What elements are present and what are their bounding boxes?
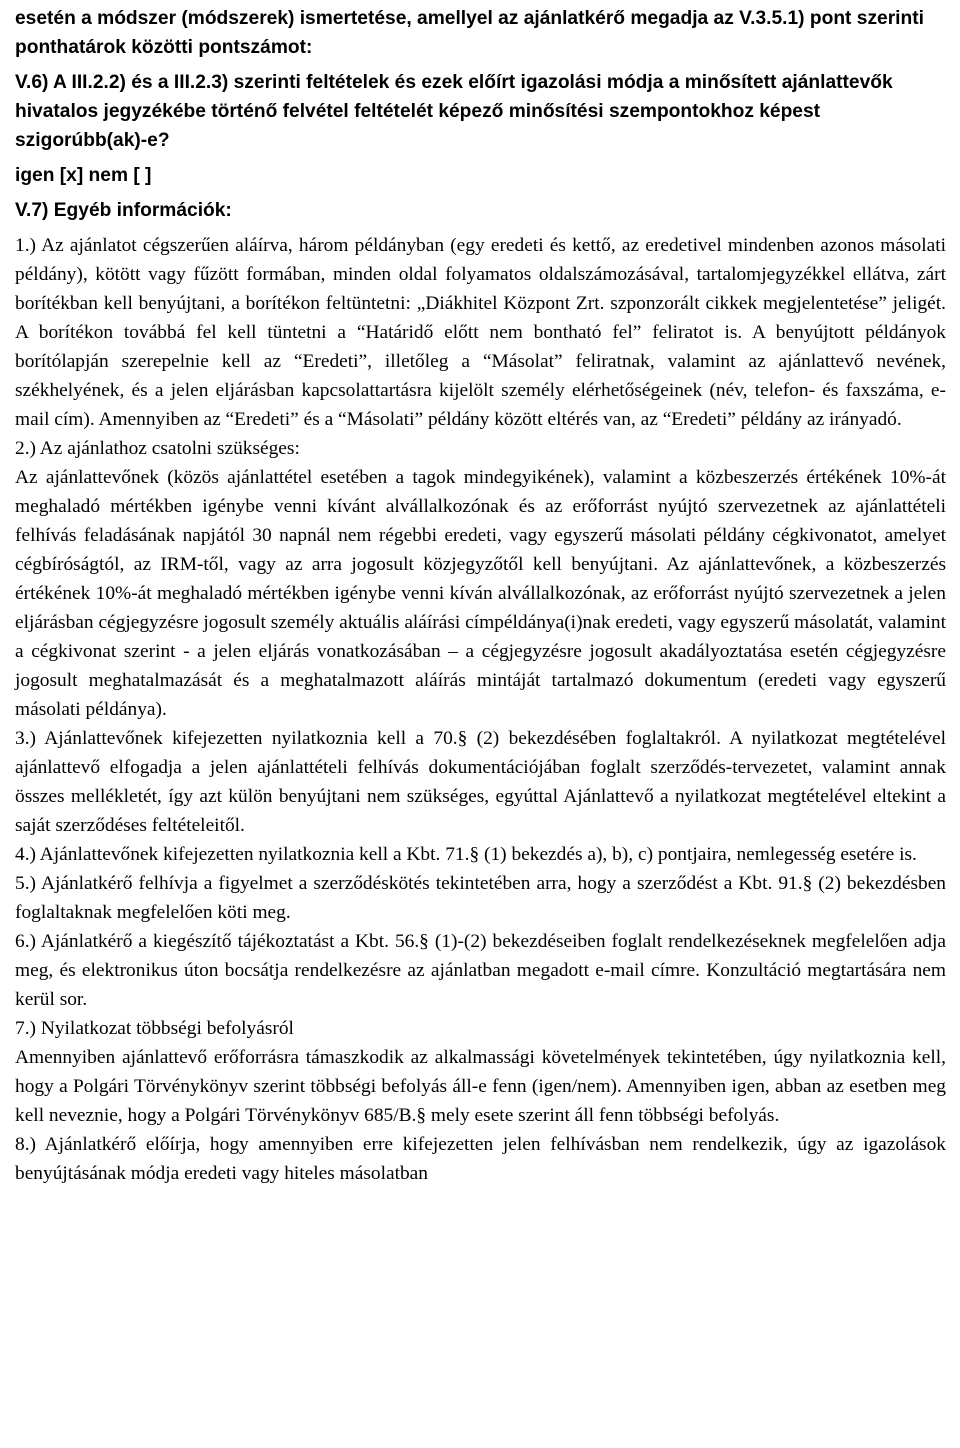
item-7: [15, 1014, 946, 1130]
other-information: [15, 231, 946, 1188]
v7-heading: V.7) Egyéb információk:: [15, 200, 232, 221]
item-1: 1.) Az ajánlatot cégszerűen aláírva, három példányban (egy eredeti és kettő, az eredetivel mindenben azonos másolati példány), kötött vagy fűzött formában, minden oldal folyamatos oldalszámozásával, tartalomjegyzékkel ellátva, zárt borítékban kell benyújtani, a borítékon feltüntetni: „Diákhitel Központ Zrt. szponzorált cikkek megjelentetése” jeligét. A borítékon továbbá fel kell tüntetni a “Határidő előtt nem bontható fel” feliratot is. A benyújtott példányok borítólapján szerepelnie kell az “Eredeti”, illetőleg a “Másolat” feliratnak, valamint az ajánlattevő nevének, székhelyének, és a jelen eljárásban kapcsolattartásra kijelölt személy elérhetőségeinek (név, telefon- és faxszáma, e-mail cím). Amennyiben az “Eredeti” és a “Másolati” példány között eltérés van, az “Eredeti” példány az irányadó.: [15, 235, 946, 430]
item-5: 5.) Ajánlatkérő felhívja a figyelmet a szerződéskötés tekintetében arra, hogy a szerződést a Kbt. 91.§ (2) bekezdésben foglaltaknak megfelelően köti meg.: [15, 873, 946, 923]
item-2: [15, 434, 946, 724]
item-7-text: Amennyiben ajánlattevő erőforrásra támaszkodik az alkalmassági követelmények tekintetében, úgy nyilatkoznia kell, hogy a Polgári Törvénykönyv szerint többségi befolyás áll-e fenn (igen/nem). Amennyiben igen, abban az esetben meg kell neveznie, hogy a Polgári Törvénykönyv 685/B.§ mely esete szerint áll fenn többségi befolyás.: [15, 1047, 946, 1126]
item-2-text: Az ajánlattevőnek (közös ajánlattétel esetében a tagok mindegyikének), valamint a közbeszerzés értékének 10%-át meghaladó mértékben igénybe venni kívánt alvállalkozónak és az erőforrást nyújtó szervezetnek az ajánlattételi felhívás feladásának napjától 30 napnál nem régebbi eredeti, vagy egyszerű másolati példány cégkivonatot, amelyet cégbíróságtól, az IRM-től, vagy az arra jogosult közjegyzőtől kell benyújtani. Az ajánlattevőnek, a közbeszerzés értékének 10%-át meghaladó mértékben igénybe venni kíván alvállalkozónak, az erőforrást nyújtó szervezetnek a jelen eljárásban cégjegyzésre jogosult személy aktuális aláírási címpéldánya(i)nak eredeti, vagy egyszerű másolatát, valamint a cégkivonat szerint - a jelen eljárás vonatkozásában – a cégjegyzésre jogosult akadályoztatása esetén cégjegyzésre jogosult meghatalmazását és a meghatalmazott aláírás mintáját tartalmazó dokumentum (eredeti vagy egyszerű másolati példánya).: [15, 467, 946, 720]
item-8: 8.) Ajánlatkérő előírja, hogy amennyiben erre kifejezetten jelen felhívásban nem rendelkezik, úgy az igazolások benyújtásának módja eredeti vagy hiteles másolatban: [15, 1134, 946, 1184]
bold-section: [15, 4, 946, 225]
item-6: 6.) Ajánlatkérő a kiegészítő tájékoztatást a Kbt. 56.§ (1)-(2) bekezdéseiben foglalt rendelkezéseknek megfelelően adja meg, és elektronikus úton bocsátja rendelkezésre az ajánlatban megadott e-mail címre. Konzultáció megtartására nem kerül sor.: [15, 931, 946, 1010]
v6-answer: igen [x] nem [ ]: [15, 165, 152, 186]
item-4: 4.) Ajánlattevőnek kifejezetten nyilatkoznia kell a Kbt. 71.§ (1) bekezdés a), b), c) pontjaira, nemlegesség esetére is.: [15, 844, 917, 865]
intro-line: esetén a módszer (módszerek) ismertetése, amellyel az ajánlatkérő megadja az V.3.5.1) pont szerinti ponthatárok közötti pontszámot:: [15, 8, 924, 58]
item-7-title: 7.) Nyilatkozat többségi befolyásról: [15, 1018, 294, 1039]
item-3: 3.) Ajánlattevőnek kifejezetten nyilatkoznia kell a 70.§ (2) bekezdésében foglaltakról. A nyilatkozat megtételével ajánlattevő elfogadja a jelen ajánlattételi felhívás dokumentációjában foglalt szerződés-tervezetet, valamint annak összes mellékletét, így azt külön benyújtani nem szükséges, egyúttal Ajánlattevő a nyilatkozat megtételével eltekint a saját szerződéses feltételeitől.: [15, 728, 946, 836]
item-2-title: 2.) Az ajánlathoz csatolni szükséges:: [15, 438, 300, 459]
v6-question: V.6) A III.2.2) és a III.2.3) szerinti feltételek és ezek előírt igazolási módja a minősített ajánlattevők hivatalos jegyzékébe történő felvétel feltételét képező minősítési szempontokhoz képest szigorúbb(ak)-e?: [15, 72, 893, 151]
